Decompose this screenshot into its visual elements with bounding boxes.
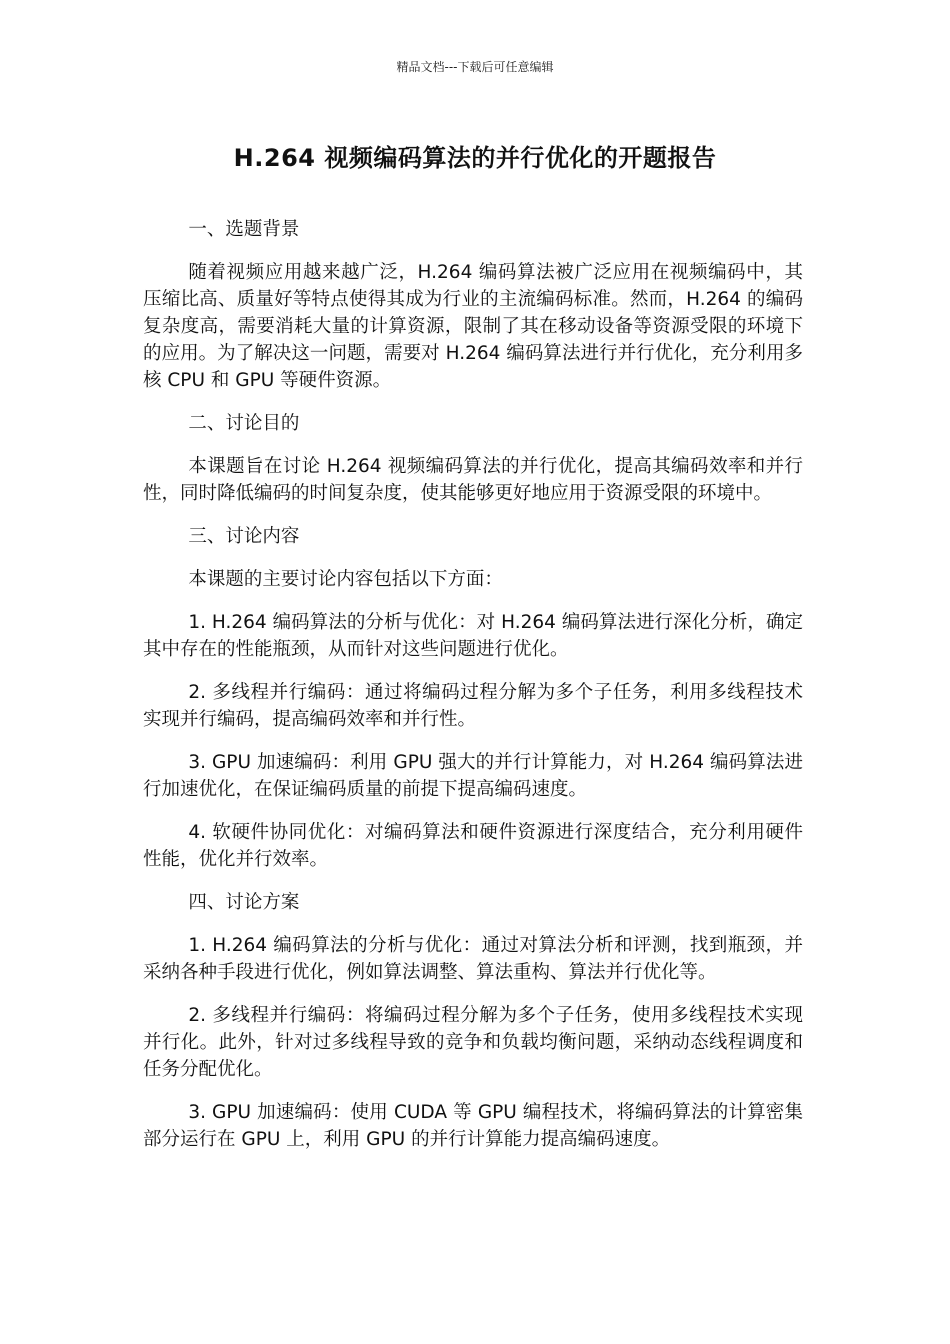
section-heading-purpose: 二、讨论目的 [188, 413, 300, 434]
document-body [143, 216, 803, 1169]
list-item: 1. H.264 编码算法的分析与优化：通过对算法分析和评测，找到瓶颈，并采纳各种手段进行优化，例如算法调整、算法重构、算法并行优化等。 [143, 935, 803, 983]
page-header-note: 精品文档---下载后可任意编辑 [396, 60, 554, 74]
section-heading-plan: 四、讨论方案 [188, 892, 300, 913]
list-item: 2. 多线程并行编码：通过将编码过程分解为多个子任务，利用多线程技术实现并行编码，提高编码效率和并行性。 [143, 682, 803, 730]
paragraph: 本课题的主要讨论内容包括以下方面： [188, 569, 503, 590]
list-item: 2. 多线程并行编码：将编码过程分解为多个子任务，使用多线程技术实现并行化。此外，针对过多线程导致的竞争和负载均衡问题，采纳动态线程调度和任务分配优化。 [143, 1005, 803, 1080]
section-heading-background: 一、选题背景 [188, 219, 300, 240]
list-item: 3. GPU 加速编码：使用 CUDA 等 GPU 编程技术，将编码算法的计算密集部分运行在 GPU 上，利用 GPU 的并行计算能力提高编码速度。 [143, 1102, 803, 1150]
paragraph: 随着视频应用越来越广泛，H.264 编码算法被广泛应用在视频编码中，其压缩比高、质量好等特点使得其成为行业的主流编码标准。然而，H.264 的编码复杂度高，需要消耗大量的计算资源，限制了其在移动设备等资源受限的环境下的应用。为了解决这一问题，需要对 H.264 编码算法进行并行优化，充分利用多核 CPU 和 GPU 等硬件资源。 [143, 262, 803, 391]
list-item: 3. GPU 加速编码：利用 GPU 强大的并行计算能力，对 H.264 编码算法进行加速优化，在保证编码质量的前提下提高编码速度。 [143, 752, 803, 800]
paragraph: 本课题旨在讨论 H.264 视频编码算法的并行优化，提高其编码效率和并行性，同时降低编码的时间复杂度，使其能够更好地应用于资源受限的环境中。 [143, 456, 803, 504]
list-item: 4. 软硬件协同优化：对编码算法和硬件资源进行深度结合，充分利用硬件性能，优化并行效率。 [143, 822, 803, 870]
document-title: H.264 视频编码算法的并行优化的开题报告 [233, 144, 717, 172]
list-item: 1. H.264 编码算法的分析与优化：对 H.264 编码算法进行深化分析，确定其中存在的性能瓶颈，从而针对这些问题进行优化。 [143, 612, 803, 660]
section-heading-content: 三、讨论内容 [188, 526, 300, 547]
